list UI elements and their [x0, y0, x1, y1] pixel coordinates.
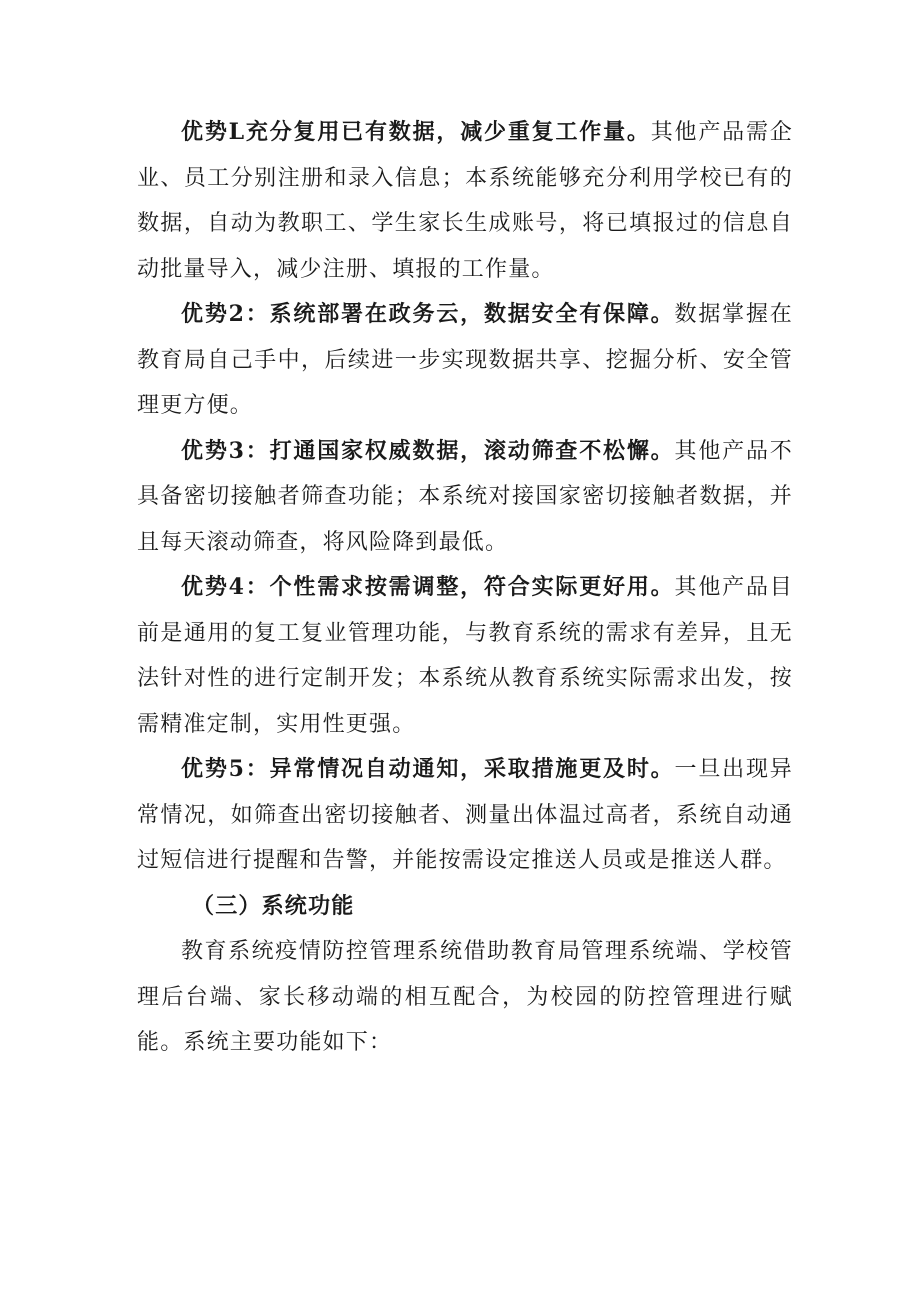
advantage-2-lead: 优势2：系统部署在政务云，数据安全有保障。 [181, 301, 675, 327]
advantage-4-body: 其他产品目前是通用的复工复业管理功能，与教育系统的需求有差异，且无法针对性的进行定制开发；本系统从教育系统实际需求出发，按需精准定制，实用性更强。 [137, 575, 793, 737]
advantage-1-body: 其他产品需企业、员工分别注册和录入信息；本系统能够充分利用学校已有的数据，自动为教职工、学生家长生成账号，将已填报过的信息自动批量导入，减少注册、填报的工作量。 [137, 120, 793, 282]
advantage-paragraph-1 [137, 110, 793, 292]
advantage-paragraph-4 [137, 565, 793, 747]
advantage-3-lead: 优势3：打通国家权威数据，滚动筛查不松懈。 [181, 437, 675, 464]
advantage-5-body: 一旦出现异常情况，如筛查出密切接触者、测量出体温过高者，系统自动通过短信进行提醒和告警，并能按需设定推送人员或是推送人群。 [137, 757, 793, 873]
advantage-2-body: 数据掌握在教育局自己手中，后续进一步实现数据共享、挖掘分析、安全管理更方便。 [137, 302, 793, 418]
advantage-paragraph-5 [137, 747, 793, 884]
section-heading: （三）系统功能 [192, 892, 355, 919]
advantage-4-lead: 优势4：个性需求按需调整，符合实际更好用。 [181, 574, 675, 600]
section-body-paragraph: 教育系统疫情防控管理系统借助教育局管理系统端、学校管理后台端、家长移动端的相互配合，为校园的防控管理进行赋能。系统主要功能如下： [137, 939, 793, 1055]
document-page [137, 110, 793, 1066]
advantage-5-lead: 优势5：异常情况自动通知，采取措施更及时。 [181, 756, 675, 782]
advantage-paragraph-2 [137, 292, 793, 429]
advantage-paragraph-3 [137, 429, 793, 566]
advantage-3-body: 其他产品不具备密切接触者筛查功能；本系统对接国家密切接触者数据，并且每天滚动筛查，将风险降到最低。 [137, 438, 793, 555]
advantage-1-lead: 优势L充分复用已有数据，减少重复工作量。 [181, 119, 651, 145]
